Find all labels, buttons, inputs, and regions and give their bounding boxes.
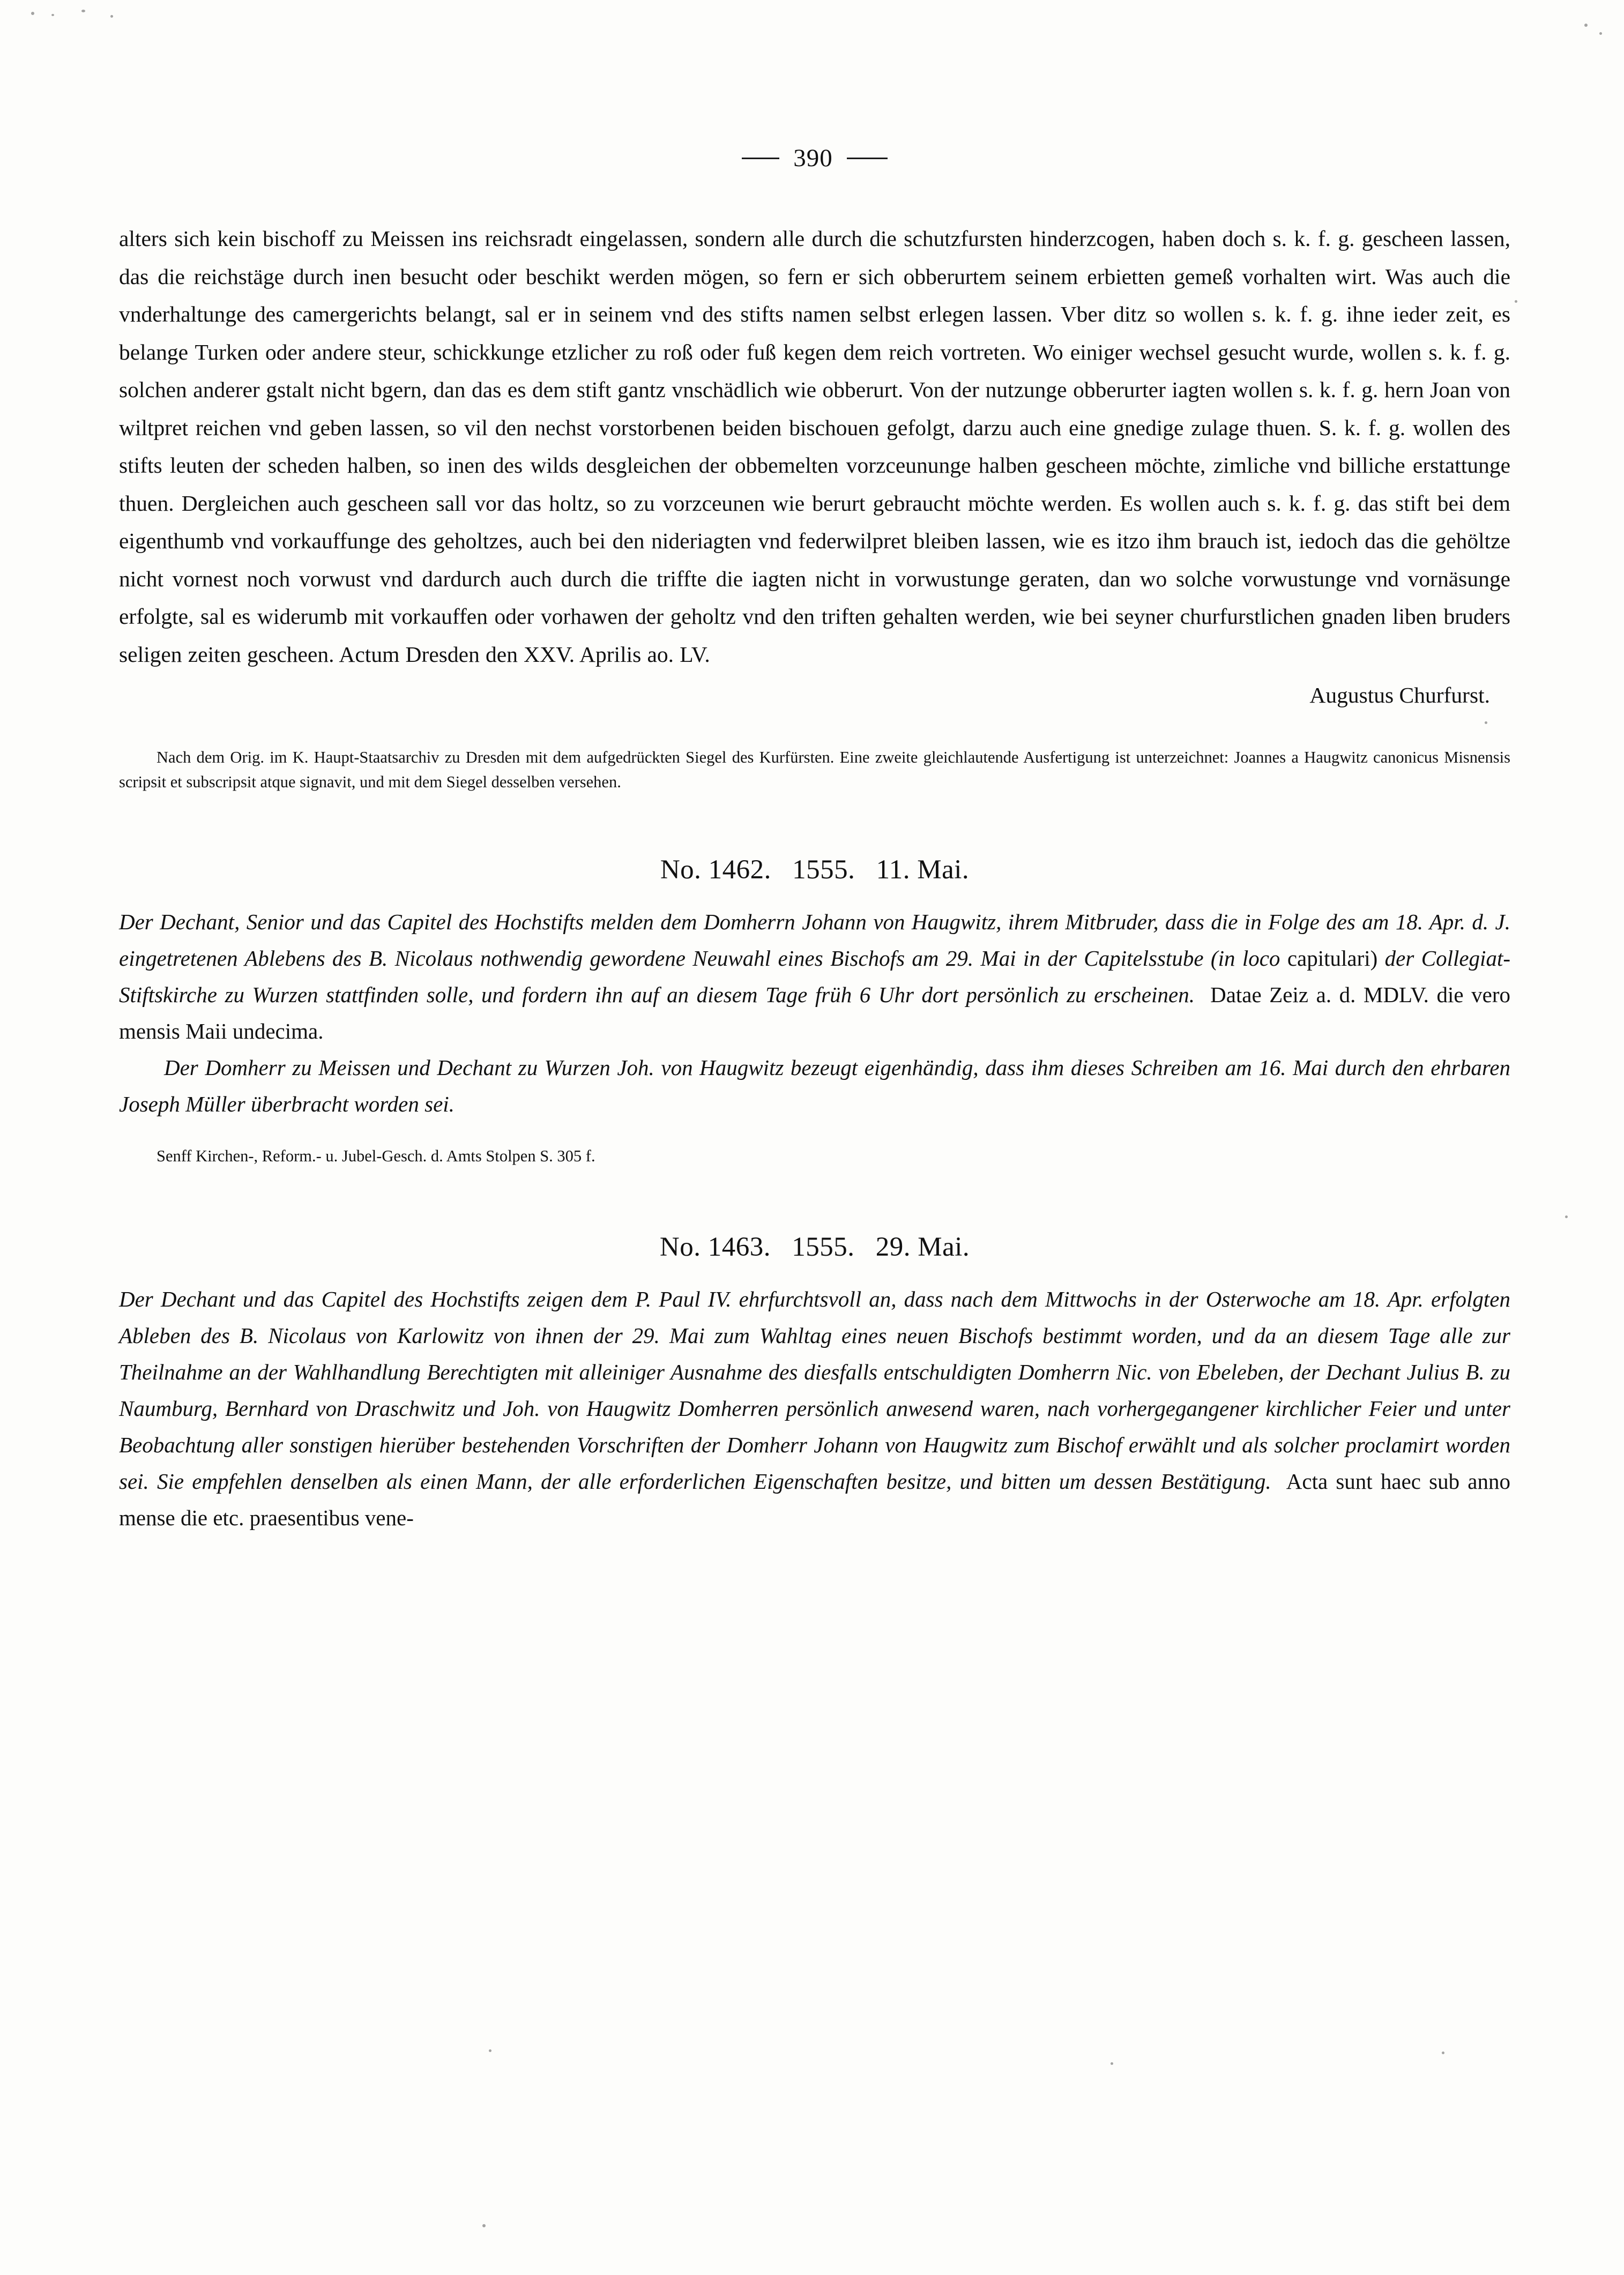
regest-1463-latin-tail: Acta sunt haec sub anno mense die etc. praesentibus vene- bbox=[119, 1469, 1510, 1530]
scan-speck bbox=[1442, 2052, 1444, 2054]
entry-number-1462: No. 1462. bbox=[660, 855, 771, 885]
entry-heading-1462 bbox=[119, 854, 1510, 885]
entry-regest-1463 bbox=[119, 1281, 1510, 1536]
regest-1463-spacer bbox=[1271, 1469, 1286, 1494]
page-number: 390 bbox=[793, 144, 833, 172]
regest-1462-part-a: Der Dechant, Senior und das Capitel des Hochstifts melden dem Domherrn Johann von Haugwitz, ihrem Mitbruder, dass die in Folge des am 18. Apr. d. J. eingetretenen Ablebens des B. Nicolaus nothwendig gewordene Neuwahl eines Bischofs am 29. Mai in der Capitelsstube (in loco bbox=[119, 909, 1510, 971]
entry-source-1462 bbox=[119, 1144, 1510, 1168]
regest-1462-attestation: Der Domherr zu Meissen und Dechant zu Wurzen Joh. von Haugwitz bezeugt eigenhändig, dass ihm dieses Schreiben am 16. Mai durch den ehrbaren Joseph Müller überbracht worden sei. bbox=[119, 1055, 1510, 1116]
entry-source-1462-text: Senff Kirchen-, Reform.- u. Jubel-Gesch. d. Amts Stolpen S. 305 f. bbox=[157, 1147, 595, 1165]
scan-speck bbox=[1584, 24, 1588, 27]
document-body-paragraph: alters sich kein bischoff zu Meissen ins reichsradt eingelassen, sondern alle durch die schutzfursten hinderzcogen, haben doch s. k. f. g. gescheen lassen, das die reichstäge durch inen besucht oder beschikt werden mögen, so fern er sich obberurtem seinem erbietten gemeß vorhalten wirt. Was auch die vnderhaltunge des camergerichts belangt, sal er in seinem vnd des stifts namen selbst erlegen lassen. Vber ditz so wollen s. k. f. g. ihne ieder zeit, es belange Turken oder andere steur, schickkunge etzlicher zu roß oder fuß kegen dem reich vortreten. Wo einiger wechsel gesucht wurde, wollen s. k. f. g. solchen anderer gstalt nicht bgern, dan das es dem stift gantz vnschädlich wie obberurt. Von der nutzunge obberurter iagten wollen s. k. f. g. hern Joan von wiltpret reichen vnd geben lassen, so vil den nechst vorstorbenen beiden bischouen gefolgt, darzu auch eine gnedige zulage thuen. S. k. f. g. wollen des stifts leuten der scheden halben, so inen des wilds desgleichen der obbemelten vorzceununge halben gescheen möchte, zimliche vnd billiche erstattunge thuen. Dergleichen auch gescheen sall vor das holtz, so zu vorzceunen wie berurt gebraucht möchte werden. Es wollen auch s. k. f. g. das stift bei dem eigenthumb vnd vorkauffunge des geholtzes, auch bei den nideriagten vnd federwilpret bleiben lassen, wie es itzo ihm brauch ist, iedoch das die gehöltze nicht vornest noch vorwust vnd dardurch auch durch die triffte die iagten nicht in vorwustunge geraten, dan wo solche vorwustunge vnd vornäsunge erfolgte, sal es widerumb mit vorkauffen oder vorhawen der geholtz vnd den triften gehalten werden, wie bei seyner churfurstlichen gnaden liben bruders seligen zeiten gescheen. Actum Dresden den XXV. Aprilis ao. LV. bbox=[119, 226, 1510, 667]
scan-speck bbox=[1599, 32, 1602, 35]
scan-speck bbox=[1515, 300, 1517, 303]
header-rule-left bbox=[742, 158, 779, 159]
regest-1462-dating-text: Datae Zeiz a. d. MDLV. die vero mensis Maii undecima. bbox=[119, 982, 1510, 1043]
regest-1462-dating-clause bbox=[1195, 982, 1210, 1007]
scan-speck bbox=[489, 2049, 491, 2052]
provenance-note-text: Nach dem Orig. im K. Haupt-Staatsarchiv zu Dresden mit dem aufgedrückten Siegel des Kurfürsten. Eine zweite gleichlautende Ausfertigung ist unterzeichnet: Joannes a Haugwitz canonicus Misnensis scripsit et subscripsit atque signavit, und mit dem Siegel desselben versehen. bbox=[119, 748, 1510, 791]
entry-year-1462: 1555. bbox=[792, 855, 855, 885]
page-content bbox=[119, 0, 1510, 1536]
scan-speck bbox=[31, 12, 34, 15]
entry-heading-1463 bbox=[119, 1232, 1510, 1263]
scan-speck bbox=[110, 15, 113, 18]
entry-date-1463: 29. Mai. bbox=[875, 1232, 970, 1262]
provenance-note bbox=[119, 745, 1510, 794]
entry-year-1463: 1555. bbox=[792, 1232, 855, 1262]
entry-date-1462: 11. Mai. bbox=[876, 855, 970, 885]
scan-speck bbox=[1111, 2062, 1113, 2065]
header-rule-right bbox=[847, 158, 888, 159]
regest-1463-text: Der Dechant und das Capitel des Hochstifts zeigen dem P. Paul IV. ehrfurchtsvoll an, dass nach dem Mittwochs in der Osterwoche am 18. Apr. erfolgten Ableben des B. Nicolaus von Karlowitz von ihnen der 29. Mai zum Wahltag eines neuen Bischofs bestimmt worden, und da an diesem Tage alle zur Theilnahme an der Wahlhandlung Berechtigten mit alleiniger Ausnahme des diesfalls entschuldigten Domherrn Nic. von Ebeleben, der Dechant Julius B. zu Naumburg, Bernhard von Draschwitz und Joh. von Haugwitz Domherren persönlich anwesend waren, nach vorhergegangener kirchlicher Feier und unter Beobachtung aller sonstigen hierüber bestehenden Vorschriften der Domherr Johann von Haugwitz zum Bischof erwählt und als solcher proclamirt worden sei. Sie empfehlen denselben als einen Mann, der alle erforderlichen Eigenschaften besitze, und bitten um dessen Bestätigung. bbox=[119, 1287, 1510, 1494]
scan-speck bbox=[1565, 1215, 1568, 1218]
scan-speck bbox=[482, 2224, 486, 2227]
page-header bbox=[119, 144, 1510, 173]
entry-regest-1462 bbox=[119, 904, 1510, 1049]
regest-1462-part-b: der Collegiat-Stiftskirche zu Wurzen stattfinden solle, und fordern ihn auf an diesem Tage früh 6 Uhr dort persönlich zu erscheinen. bbox=[119, 946, 1510, 1007]
entry-number-1463: No. 1463. bbox=[659, 1232, 771, 1262]
scan-speck bbox=[51, 14, 54, 16]
entry-regest-1462-second bbox=[119, 1049, 1510, 1122]
scan-speck bbox=[81, 10, 85, 12]
regest-1462-latin-term: capitulari) bbox=[1287, 946, 1378, 971]
document-signature: Augustus Churfurst. bbox=[1309, 683, 1490, 707]
